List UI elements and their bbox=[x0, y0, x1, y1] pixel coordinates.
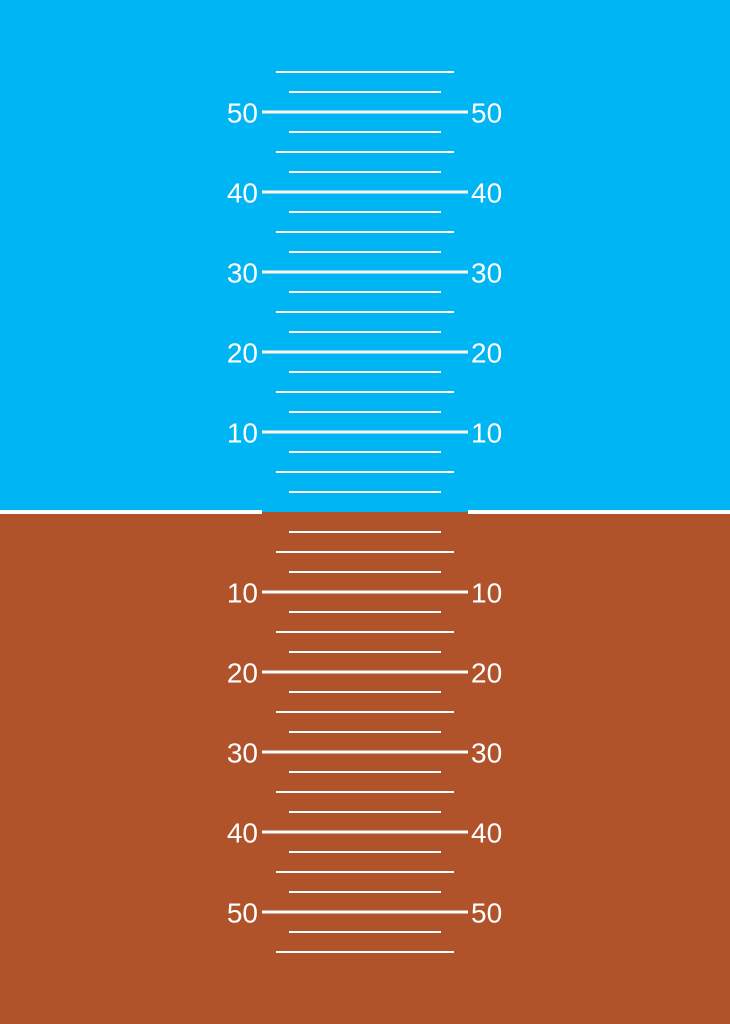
pitch-label-right: 20 bbox=[471, 337, 503, 369]
pitch-label-left: 10 bbox=[226, 417, 258, 449]
pitch-label-left: 10 bbox=[226, 577, 258, 609]
pitch-label-left: 30 bbox=[226, 737, 258, 769]
pitch-label-right: 30 bbox=[471, 737, 503, 769]
pitch-label-left: 20 bbox=[226, 337, 258, 369]
pitch-label-right: 30 bbox=[471, 257, 503, 289]
ground-background bbox=[0, 512, 730, 1024]
pitch-label-right: 10 bbox=[471, 417, 503, 449]
pitch-label-right: 40 bbox=[471, 177, 503, 209]
pitch-label-left: 30 bbox=[226, 257, 258, 289]
pitch-label-right: 50 bbox=[471, 97, 503, 129]
pitch-label-left: 50 bbox=[226, 97, 258, 129]
pitch-label-right: 20 bbox=[471, 657, 503, 689]
pitch-label-right: 10 bbox=[471, 577, 503, 609]
pitch-label-left: 50 bbox=[226, 897, 258, 929]
pitch-label-right: 40 bbox=[471, 817, 503, 849]
pitch-label-left: 20 bbox=[226, 657, 258, 689]
pitch-label-left: 40 bbox=[226, 177, 258, 209]
pitch-label-left: 40 bbox=[226, 817, 258, 849]
pitch-label-right: 50 bbox=[471, 897, 503, 929]
